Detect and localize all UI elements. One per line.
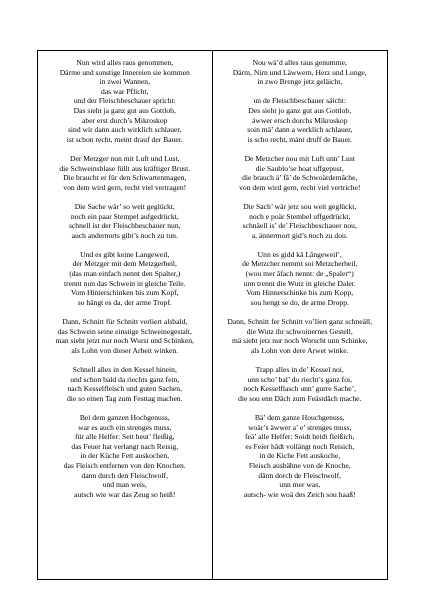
verse-line: auch andernorts gibt’s noch zu tun. <box>71 230 178 240</box>
stanza <box>40 154 210 192</box>
verse-line: man sieht jetzt nur noch Wurst und Schinken, <box>55 336 194 346</box>
verse-line: Bei dem ganzen Hochgenuss, <box>79 412 170 422</box>
verse-line: Die Sach’ wär jetz sou weit geglückt, <box>243 201 357 211</box>
stanza <box>40 365 210 403</box>
verse-line: Das sieht ja ganz gut aus Gottlob, <box>73 105 176 115</box>
verse-line: unn mer was, <box>279 480 321 490</box>
verse-line: nach Kesselfleisch und guten Sachen, <box>67 384 182 394</box>
verse-line: feä’ alle Helfer: Soidt heidt fleißich, <box>244 432 355 442</box>
verse-line: unn scho’ bal’ do riecht’s ganz foi, <box>247 374 353 384</box>
verse-line: schnell ist der Fleischbeschauer nun, <box>68 221 181 231</box>
verse-line <box>215 87 386 97</box>
verse-line: Nou wä’d alles raus genumme, <box>252 58 347 67</box>
stanza <box>40 413 210 499</box>
stanza <box>215 250 386 308</box>
verse-line: Fleisch ausbähne von de Knoche, <box>248 460 351 470</box>
verse-line: von dem wird gern, recht viel vertragen! <box>63 182 187 192</box>
verse-line: is scho recht, mänt druff de Bauer. <box>247 134 352 144</box>
verse-line: mä sieht jetz nur noch Worscht unn Schinke, <box>232 336 368 346</box>
stanza <box>40 58 210 144</box>
verse-line: dânn dorch de Fleischwolf, <box>258 470 342 480</box>
verse-line: in der Küche Fett auskochen, <box>80 451 170 461</box>
verse-line: dann durch den Fleischwolf, <box>81 470 168 480</box>
stanza <box>215 154 386 192</box>
verse-line: für alle Helfer: Seit heut’ fleißig, <box>75 432 175 442</box>
verse-line: in de Kiche Fett auskoche, <box>259 451 341 461</box>
verse-line: Der Metzger nun mit Luft und Lust, <box>70 153 180 163</box>
verse-line: de Metzcher nemmt soi Metzcherbeil, <box>242 259 358 269</box>
verse-line: und man weis, <box>102 480 147 490</box>
verse-line: die so einen Tag zum Festtag machen. <box>66 393 183 403</box>
verse-line: es Feier hâdt vollängt noch Reisich, <box>245 441 355 451</box>
verse-line: sou hengt se do, de arme Dropp. <box>250 297 349 307</box>
stanza <box>40 202 210 240</box>
verse-line: Bä’ dem ganze Houchgenuss, <box>254 412 345 422</box>
verse-line: die Schweinsblase füllt aus kräftiger Brust. <box>59 163 191 173</box>
verse-line: das Fleisch entfernen von den Knochen. <box>63 460 186 470</box>
verse-line: in zwo Brenge jetz geläicht, <box>257 77 343 87</box>
verse-line: schnäell is’ de’ Fleischbeschauer nou, <box>242 221 357 231</box>
verse-line: in zwei Wannen, <box>99 77 150 87</box>
poem-table <box>37 50 388 580</box>
verse-line: war es auch ein strenges muss, <box>78 422 172 432</box>
verse-line: das Feuer hat verlangt nach Reisig, <box>71 441 179 451</box>
verse-line: autsch wie war das Zeug so heiß! <box>74 489 176 499</box>
verse-line: Schnell alles in den Kessel hinein, <box>72 365 177 374</box>
stanza <box>215 58 386 144</box>
verse-line: Nun wird alles raus genommen, <box>76 58 174 67</box>
stanza <box>215 202 386 240</box>
left-column-standard-german <box>38 51 213 579</box>
verse-line: aber erst durch’s Mikroskop <box>82 115 168 125</box>
stanza <box>215 413 386 499</box>
verse-line: als Lohn von dere Arwet winke. <box>251 345 349 355</box>
verse-line: Vom Hinterschinken bis zum Kopf, <box>70 288 179 298</box>
verse-line: autsch- wie woä des Zeich sou haaß! <box>243 489 356 499</box>
stanza <box>215 365 386 403</box>
verse-line: so hängt es da, der arme Tropf. <box>77 297 172 307</box>
verse-line: Vom Hinnerschinke bis zum Kopp, <box>246 288 354 298</box>
right-column-dialect <box>213 51 388 579</box>
verse-line: die Wutz ihr schwoinernes Gestell, <box>246 326 353 336</box>
verse-line: das Schwein seine einstige Schweinegestalt, <box>57 326 192 336</box>
verse-line: Därm, Nirn und Läwwern, Herz und Lunge, <box>232 67 367 77</box>
verse-line: Dann, Schnitt für Schnitt verliert alsbald, <box>62 317 188 327</box>
stanza <box>40 317 210 355</box>
verse-line: Unn es gidd kâ Långeweil’, <box>257 249 342 259</box>
verse-line: die Saublo’se hoat uffgepust, <box>255 163 344 173</box>
verse-line: der Metzger mit dem Metzgerbeil, <box>72 259 177 269</box>
verse-line: die sou enn Dâch zum Feästdâch mache. <box>238 393 362 403</box>
verse-line: Des sieht jo ganz gut aus Gottlob, <box>248 105 352 115</box>
verse-line: Därme und sonstige Innereien sie kommen <box>59 67 190 77</box>
stanza <box>215 317 386 355</box>
verse-line: un de Fleischbeschauer säicht: <box>253 96 347 106</box>
verse-line: Trapp alles in de’ Kessel noi, <box>255 365 344 374</box>
verse-line: das war Pflicht, <box>101 86 149 96</box>
verse-line: noch ein paar Stempel aufgedrückt, <box>70 211 179 221</box>
verse-line: von dem wird gern, recht viel vertriche! <box>239 182 361 192</box>
verse-line: noch Kesselflasch unn’ gurre Sache’, <box>243 384 357 394</box>
verse-line: a, ännermort gid’s noch zu dou. <box>251 230 348 240</box>
verse-line: Und es gibt keine Langeweil, <box>80 249 170 259</box>
verse-line: soin mä’ dann a werklich schlauer, <box>247 125 353 135</box>
verse-line: Die braucht er für den Schwartenmagen, <box>63 173 187 183</box>
verse-line: als Lohn von dieser Arbeit winken. <box>71 345 179 355</box>
verse-line: unn trennt die Wutz in gleiche Daler. <box>243 278 356 288</box>
verse-line: und schon bald da riechts ganz fein, <box>70 374 180 384</box>
verse-line: trennt nun das Schwein in gleiche Teile. <box>64 278 186 288</box>
verse-line: sind wir dann auch wirklich schlauer, <box>67 125 182 135</box>
verse-line: ist schon recht, meint drauf der Bauer. <box>66 134 183 144</box>
verse-line: äwwer ersch dorchs Mikroskop <box>251 115 348 125</box>
stanza <box>40 250 210 308</box>
verse-line: De Metzcher nou mit Luft unn’ Lust <box>244 153 355 163</box>
verse-line: die brauch ä’ fâ’ de Schwoärdemâche, <box>242 173 358 183</box>
verse-line: Dann, Schnitt fer Schnitt vo’liert ganz schneäll, <box>227 317 373 327</box>
verse-line: Die Sache wär’ so weit geglückt, <box>74 201 175 211</box>
verse-line: woär’s äwwer a’ e’ strenges muss, <box>248 422 352 432</box>
verse-line: und der Fleischbeschauer spricht: <box>73 96 176 106</box>
verse-line: (wou mer âfach nennt: de „Spaler“) <box>245 269 354 279</box>
verse-line: (das man einfach nennt den Spalter,) <box>69 269 181 279</box>
verse-line: noch e poär Stembel uffgedrückt, <box>249 211 351 221</box>
